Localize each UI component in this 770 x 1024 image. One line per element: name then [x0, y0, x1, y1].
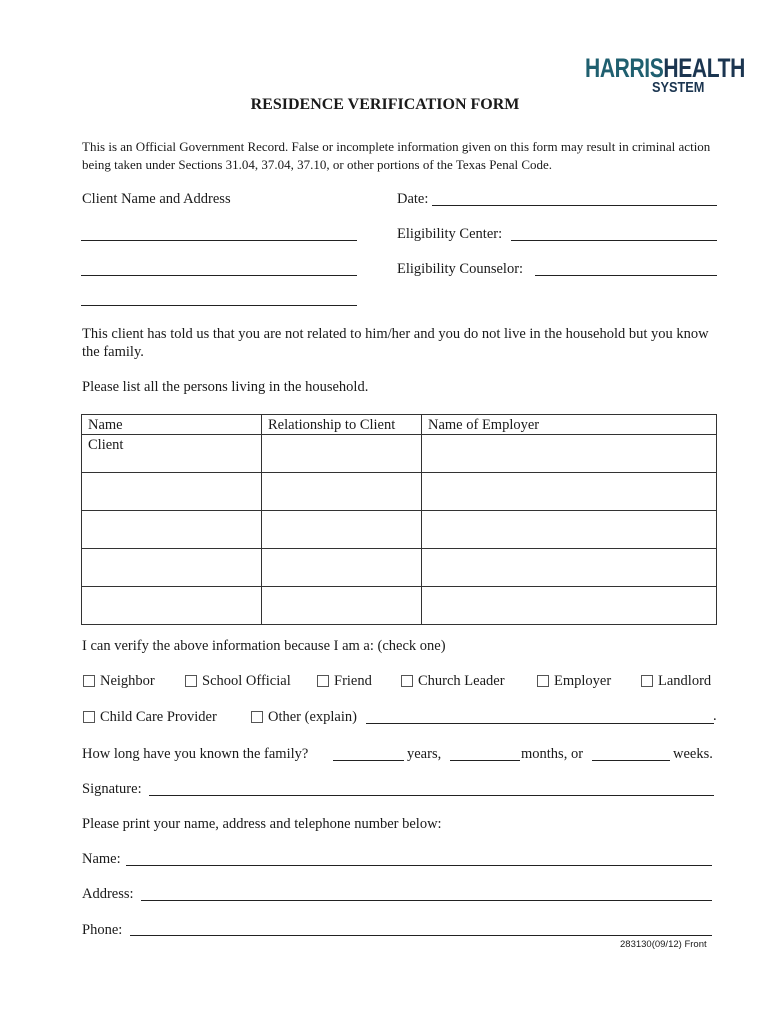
legal-notice: This is an Official Government Record. False or incomplete information given on this form may result in criminal action being taken under Sections 31.04, 37.04, 37.10, or other portions of the Texas Penal Code.	[82, 139, 711, 172]
option-landlord[interactable]	[641, 673, 711, 690]
option-label: Church Leader	[418, 673, 505, 689]
date-field[interactable]	[432, 205, 717, 206]
option-label: Neighbor	[100, 673, 155, 689]
option-employer[interactable]	[537, 673, 611, 690]
household-list-prompt: Please list all the persons living in the household.	[82, 379, 369, 395]
table-cell[interactable]	[262, 511, 422, 549]
table-cell[interactable]	[82, 549, 262, 587]
weeks-field[interactable]	[592, 760, 670, 761]
option-label: Employer	[554, 673, 612, 689]
form-id: 283130(09/12) Front	[620, 939, 707, 950]
eligibility-counselor-label: Eligibility Counselor:	[397, 261, 524, 277]
client-address-line-2[interactable]	[81, 275, 357, 276]
client-address-line-3[interactable]	[81, 305, 357, 306]
option-child-care-provider[interactable]	[83, 709, 217, 726]
other-explain-field[interactable]	[366, 723, 714, 724]
table-cell[interactable]	[422, 435, 717, 473]
table-cell[interactable]	[422, 587, 717, 625]
months-label: months, or	[521, 746, 584, 762]
years-label: years,	[407, 746, 442, 762]
table-row	[82, 587, 717, 625]
table-cell[interactable]	[422, 549, 717, 587]
client-cell[interactable]: Client	[82, 435, 262, 473]
header-employer: Name of Employer	[422, 415, 717, 435]
phone-field[interactable]	[130, 935, 712, 936]
table-cell[interactable]	[422, 473, 717, 511]
signature-label: Signature:	[82, 781, 142, 797]
checkbox-icon[interactable]	[185, 675, 197, 687]
checkbox-icon[interactable]	[401, 675, 413, 687]
table-header-row	[82, 415, 717, 435]
name-field[interactable]	[126, 865, 712, 866]
signature-field[interactable]	[149, 795, 714, 796]
client-address-line-1[interactable]	[81, 240, 357, 241]
table-cell[interactable]	[262, 473, 422, 511]
eligibility-center-field[interactable]	[511, 240, 717, 241]
address-label: Address:	[82, 886, 134, 902]
print-prompt: Please print your name, address and telephone number below:	[82, 816, 442, 832]
option-label: Other (explain)	[268, 709, 357, 725]
logo-system: SYSTEM	[652, 79, 705, 96]
option-neighbor[interactable]	[83, 673, 155, 690]
table-row	[82, 435, 717, 473]
table-cell[interactable]	[82, 473, 262, 511]
table-cell[interactable]	[82, 511, 262, 549]
eligibility-counselor-field[interactable]	[535, 275, 717, 276]
address-field[interactable]	[141, 900, 712, 901]
logo-health: HEALTH	[663, 53, 745, 83]
option-school-official[interactable]	[185, 673, 291, 690]
client-name-address-label: Client Name and Address	[82, 191, 231, 207]
table-row	[82, 549, 717, 587]
option-label: Friend	[334, 673, 372, 689]
logo-harris: HARRIS	[585, 53, 664, 83]
table-cell[interactable]	[422, 511, 717, 549]
header-relationship: Relationship to Client	[262, 415, 422, 435]
client-statement: This client has told us that you are not related to him/her and you do not live in the household but you know the family.	[82, 326, 709, 360]
option-other[interactable]	[251, 709, 357, 726]
weeks-label: weeks.	[673, 746, 713, 762]
checkbox-icon[interactable]	[537, 675, 549, 687]
harris-health-logo	[585, 54, 745, 82]
verify-prompt: I can verify the above information because I am a: (check one)	[82, 638, 446, 654]
option-label: School Official	[202, 673, 291, 689]
household-table	[81, 414, 717, 625]
known-question: How long have you known the family?	[82, 746, 309, 762]
years-field[interactable]	[333, 760, 404, 761]
table-cell[interactable]	[262, 549, 422, 587]
checkbox-icon[interactable]	[641, 675, 653, 687]
table-row	[82, 511, 717, 549]
table-cell[interactable]	[262, 435, 422, 473]
form-title: RESIDENCE VERIFICATION FORM	[250, 96, 520, 113]
date-label: Date:	[397, 191, 429, 207]
option-label: Landlord	[658, 673, 712, 689]
checkbox-icon[interactable]	[83, 711, 95, 723]
months-field[interactable]	[450, 760, 520, 761]
table-cell[interactable]	[82, 587, 262, 625]
checkbox-icon[interactable]	[317, 675, 329, 687]
name-label: Name:	[82, 851, 121, 867]
header-name: Name	[82, 415, 262, 435]
option-label: Child Care Provider	[100, 709, 217, 725]
table-row	[82, 473, 717, 511]
option-friend[interactable]	[317, 673, 372, 690]
option-church-leader[interactable]	[401, 673, 505, 690]
table-cell[interactable]	[262, 587, 422, 625]
phone-label: Phone:	[82, 922, 123, 938]
checkbox-icon[interactable]	[251, 711, 263, 723]
checkbox-icon[interactable]	[83, 675, 95, 687]
period-text: .	[713, 708, 717, 724]
eligibility-center-label: Eligibility Center:	[397, 226, 503, 242]
